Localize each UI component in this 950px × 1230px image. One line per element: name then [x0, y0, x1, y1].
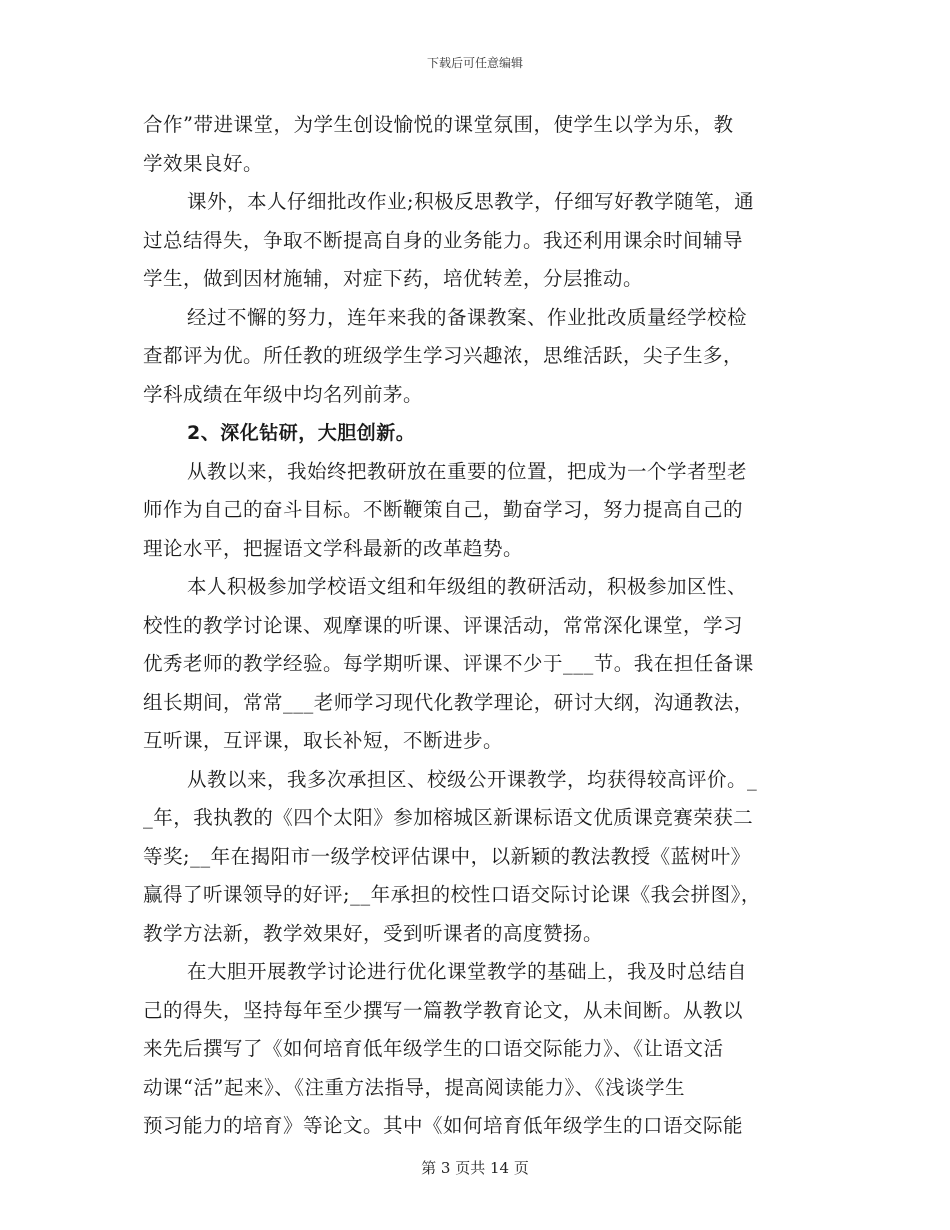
text-line: 过总结得失，争取不断提高自身的业务能力。我还利用课余时间辅导	[143, 228, 744, 252]
document-body	[143, 106, 813, 1146]
text-line: 师作为自己的奋斗目标。不断鞭策自己，勤奋学习，努力提高自己的	[143, 498, 744, 521]
page-header-note: 下载后可任意编辑	[426, 56, 523, 70]
text-line: 学效果良好。	[143, 151, 264, 175]
text-line: 在大胆开展教学讨论进行优化课堂教学的基础上，我及时总结自	[187, 960, 748, 983]
text-line: 动课“活”起来》、《注重方法指导，提高阅读能力》、《浅谈学生	[143, 1075, 685, 1099]
text-line: 教学方法新，教学效果好，受到听课者的高度赞扬。	[143, 921, 604, 945]
text-line: 经过不懈的努力，连年来我的备课教案、作业批改质量经学校检	[187, 305, 748, 329]
text-line: 理论水平，把握语文学科最新的改革趋势。	[143, 536, 524, 560]
text-line: 来先后撰写了《如何培育低年级学生的口语交际能力》、《让语文活	[143, 1037, 724, 1060]
text-line: 赢得了听课领导的好评;__年承担的校性口语交际讨论课《我会拼图》，	[143, 883, 761, 906]
text-line: 从教以来，我多次承担区、校级公开课教学，均获得较高评价。_	[187, 767, 758, 791]
text-line: 学生，做到因材施辅，对症下药，培优转差，分层推动。	[143, 267, 644, 290]
page-number-footer: 第 3 页共 14 页	[421, 1159, 529, 1177]
text-line: 合作”带进课堂，为学生创设愉悦的课堂氛围，使学生以学为乐，教	[143, 113, 734, 136]
text-line: 课外，本人仔细批改作业;积极反思教学，仔细写好教学随笔，通	[187, 190, 755, 213]
text-line: 优秀老师的教学经验。每学期听课、评课不少于___节。我在担任备课	[143, 652, 754, 675]
text-line: 校性的教学讨论课、观摩课的听课、评课活动，常常深化课堂，学习	[143, 613, 744, 637]
text-line: 己的得失，坚持每年至少撰写一篇教学教育论文，从未间断。从教以	[143, 998, 744, 1022]
text-line: 查都评为优。所任教的班级学生学习兴趣浓，思维活跃，尖子生多，	[143, 344, 744, 367]
text-line: _年，我执教的《四个太阳》参加榕城区新课标语文优质课竞赛荣获二	[143, 806, 754, 829]
section-heading: 2、深化钻研，大胆创新。	[187, 422, 416, 444]
text-line: 等奖;__年在揭阳市一级学校评估课中，以新颖的教法教授《蓝树叶》	[143, 844, 751, 868]
text-line: 从教以来，我始终把教研放在重要的位置，把成为一个学者型老	[187, 459, 748, 483]
text-line: 互听课，互评课，取长补短，不断进步。	[143, 729, 504, 752]
text-line: 学科成绩在年级中均名列前茅。	[143, 382, 424, 406]
text-line: 本人积极参加学校语文组和年级组的教研活动，积极参加区性、	[187, 575, 748, 598]
text-line: 预习能力的培育》等论文。其中《如何培育低年级学生的口语交际能	[143, 1114, 744, 1137]
text-line: 组长期间，常常___老师学习现代化教学理论，研讨大纲，沟通教法，	[143, 690, 754, 714]
